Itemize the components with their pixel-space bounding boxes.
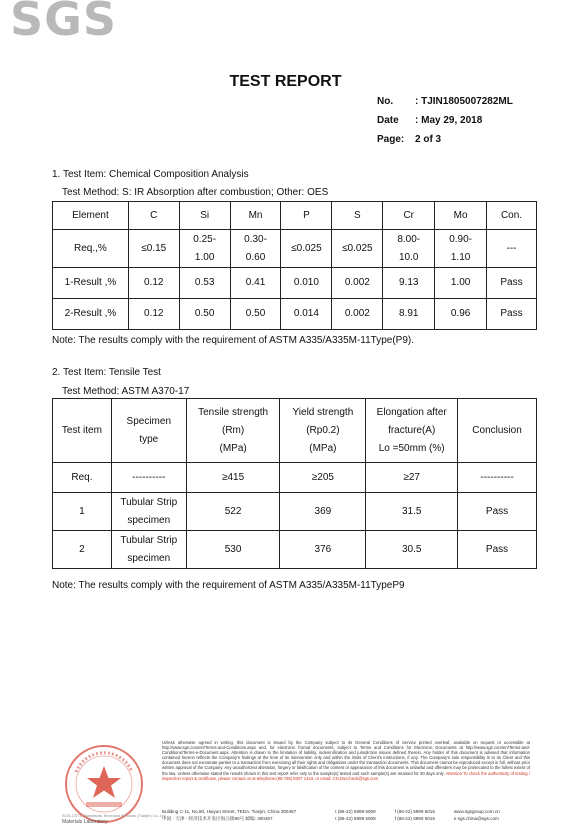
- report-meta: [377, 92, 513, 149]
- chem-cell-line: 0.96: [450, 308, 471, 319]
- tensile-cell-line: 369: [314, 505, 332, 517]
- report-no-value: TJIN1805007282ML: [421, 96, 513, 107]
- terms-text: Unless otherwise agreed in writing, this document is issued by the Company subject to its General Conditions of Service printed overleaf, available on request or accessible at http://www.sgs.com/en/Terms-and-Conditions.aspx and, for electronic format documents, subject to Terms and Conditions for Electronic Documents at http://www.sgs.com/en/Terms-and-Conditions/Terms-e-Document.aspx. Attention is drawn to the limitation of liability, indemnification and jurisdiction issues defined therein. Any holder of this document is advised that information contained hereon reflects the Company's findings at the time of its intervention only and within the limits of Client's instructions, if any. The Company's sole responsibility is to its Client and this document does not exonerate parties to a transaction from exercising all their rights and obligations under the transaction documents. This document cannot be reproduced except in full, without prior written approval of the Company. Any unauthorized alteration, forgery or falsification of the content or appearance of this document is unlawful and offenders may be prosecuted to the fullest extent of the law. Unless otherwise stated the results shown in this test report refer only to the sample(s) tested and such sample(s) are retained for 30 days only.: [162, 740, 530, 776]
- tensile-cell-line: Tubular Strip: [120, 534, 178, 546]
- chem-row-label: Req.,%: [53, 230, 129, 268]
- chem-cell-line: ≤0.025: [342, 242, 373, 254]
- tensile-cell: [280, 463, 366, 493]
- tensile-test-table: [52, 398, 537, 569]
- tensile-cell: [186, 463, 280, 493]
- colon: :: [415, 115, 422, 126]
- chem-cell: [435, 299, 487, 330]
- tensile-cell: [111, 493, 186, 531]
- tensile-header-line: type: [139, 433, 159, 445]
- chem-cell-line: 0.90-: [449, 233, 472, 245]
- lab-name: [62, 812, 167, 826]
- tensile-header-line: Test item: [61, 424, 102, 436]
- chem-cell: [230, 299, 281, 330]
- tensile-cell-line: ≥205: [311, 471, 334, 483]
- tensile-row: [53, 463, 537, 493]
- chem-row: [53, 230, 537, 268]
- tensile-cell-line: ----------: [480, 471, 514, 483]
- chem-cell-line: 0.002: [344, 308, 370, 319]
- chem-cell: [179, 299, 230, 330]
- chem-row-label: 1-Result ,%: [53, 268, 129, 299]
- chem-cell-line: 0.50: [245, 308, 266, 319]
- chem-cell-line: 0.002: [344, 277, 370, 288]
- chem-cell: [332, 299, 383, 330]
- chem-cell-line: Pass: [500, 308, 523, 319]
- email-link[interactable]: e sgs.china@sgs.com: [453, 816, 499, 821]
- colon: :: [415, 96, 422, 107]
- tensile-header-cell: [280, 399, 366, 463]
- chem-header-cell: Si: [179, 202, 230, 230]
- phone-english: t (86-22) 5999 5008: [335, 809, 376, 814]
- chem-cell: [383, 299, 435, 330]
- chem-cell: [128, 268, 179, 299]
- chem-cell-line: 0.010: [293, 277, 319, 288]
- section1-heading: 1. Test Item: Chemical Composition Analysis: [52, 169, 249, 180]
- tensile-header-line: Tensile strength: [198, 406, 269, 418]
- tensile-cell: [111, 531, 186, 569]
- tensile-header-row: [53, 399, 537, 463]
- tensile-cell: [366, 531, 458, 569]
- footer: [50, 732, 530, 830]
- chem-cell-line: 1.00: [450, 277, 471, 288]
- chem-cell: [383, 268, 435, 299]
- tensile-header-cell: [458, 399, 537, 463]
- chem-cell-line: 1.10: [450, 251, 471, 263]
- tensile-cell: [458, 493, 537, 531]
- section2-heading: 2. Test Item: Tensile Test: [52, 367, 161, 378]
- chem-header-cell: P: [281, 202, 332, 230]
- chem-cell: [487, 299, 537, 330]
- chem-cell: [435, 230, 487, 268]
- chem-cell: [128, 230, 179, 268]
- chemical-composition-table: [52, 201, 537, 330]
- tensile-cell: [53, 531, 112, 569]
- chem-cell-line: ---: [506, 242, 517, 254]
- chem-cell-line: 0.25-: [193, 233, 217, 245]
- tensile-cell-line: 530: [224, 543, 242, 555]
- tensile-cell-line: specimen: [127, 552, 171, 564]
- chem-cell: [179, 230, 230, 268]
- section1-note: Note: The results comply with the requirement of ASTM A335/A335M-11Type(P9).: [52, 335, 415, 346]
- chem-header-cell: Con.: [487, 202, 537, 230]
- fax-chinese: f (86-22) 5999 5016: [394, 816, 435, 821]
- tensile-header-line: (MPa): [219, 442, 247, 454]
- report-title: TEST REPORT: [229, 73, 342, 90]
- chem-cell-line: 0.12: [144, 277, 164, 288]
- chem-cell-line: 8.91: [398, 308, 419, 319]
- tensile-cell: [53, 463, 112, 493]
- section2-note: Note: The results comply with the requirement of ASTM A335/A335M-11TypeP9: [52, 580, 405, 591]
- chem-header-cell: C: [128, 202, 179, 230]
- tensile-cell: [186, 531, 280, 569]
- chem-header-cell: Mo: [435, 202, 487, 230]
- tensile-cell-line: 376: [314, 543, 332, 555]
- tensile-row: [53, 493, 537, 531]
- tensile-cell-line: specimen: [127, 514, 171, 526]
- chem-cell-line: 0.12: [144, 308, 164, 319]
- chem-cell: [383, 230, 435, 268]
- chem-header-cell: Element: [53, 202, 129, 230]
- tensile-header-line: Lo =50mm (%): [378, 442, 445, 454]
- address-chinese: 中国 · 天津 · 经济技术开发区海云街80号 邮编: 300457: [162, 816, 273, 821]
- chem-cell: [179, 268, 230, 299]
- tensile-cell-line: 31.5: [401, 505, 422, 517]
- report-date-value: May 29, 2018: [421, 115, 483, 126]
- sgs-logo-text: SGS: [10, 0, 118, 46]
- chem-cell: [281, 299, 332, 330]
- tensile-header-cell: [53, 399, 112, 463]
- website-link[interactable]: www.sgsgroup.com.cn: [453, 809, 500, 814]
- fax-english: f (86-22) 5999 5016: [394, 809, 435, 814]
- tensile-cell-line: ≥27: [403, 471, 420, 483]
- tensile-header-line: (Rp0.2): [306, 424, 340, 436]
- report-date-label: Date: [377, 115, 399, 126]
- chem-cell-line: 0.014: [293, 308, 319, 319]
- tensile-cell-line: 1: [79, 505, 85, 517]
- tensile-cell-line: Pass: [485, 543, 509, 555]
- report-no-label: No.: [377, 96, 394, 107]
- tensile-header-line: fracture(A): [388, 424, 436, 436]
- tensile-cell-line: ----------: [132, 471, 166, 483]
- tensile-cell: [458, 531, 537, 569]
- chem-cell-line: 9.13: [398, 277, 419, 288]
- chem-cell-line: 10.0: [398, 251, 419, 263]
- tensile-cell: [280, 531, 366, 569]
- tensile-header-cell: [186, 399, 280, 463]
- chem-cell: [487, 230, 537, 268]
- chem-cell: [332, 268, 383, 299]
- section1-method: Test Method: S: IR Absorption after combustion; Other: OES: [62, 187, 329, 198]
- chem-cell-line: 0.60: [245, 251, 266, 263]
- tensile-cell-line: Tubular Strip: [120, 496, 178, 508]
- chem-cell-line: 0.53: [194, 277, 215, 288]
- terms-fine-print: [162, 740, 530, 781]
- section2-method: Test Method: ASTM A370-17: [62, 386, 190, 397]
- chem-header-cell: S: [332, 202, 383, 230]
- tensile-cell-line: ≥415: [222, 471, 245, 483]
- chem-cell: [230, 230, 281, 268]
- tensile-header-cell: [366, 399, 458, 463]
- chem-header-cell: Cr: [383, 202, 435, 230]
- chem-cell-line: ≤0.15: [141, 242, 167, 254]
- report-page-value: 2 of 3: [415, 134, 442, 145]
- stamp-english: SGS-CSTC Standards Technical Services (Tianjin) Co.,Ltd.: [62, 813, 167, 818]
- tensile-cell: [111, 463, 186, 493]
- tensile-header-line: (Rm): [221, 424, 245, 436]
- tensile-cell: [366, 493, 458, 531]
- tensile-cell: [366, 463, 458, 493]
- chem-row: [53, 268, 537, 299]
- tensile-cell: [53, 493, 112, 531]
- chem-cell: [128, 299, 179, 330]
- tensile-header-line: Conclusion: [472, 424, 522, 436]
- tensile-cell: [458, 463, 537, 493]
- tensile-header-line: Specimen: [126, 415, 172, 427]
- chem-cell: [281, 268, 332, 299]
- chem-cell: [435, 268, 487, 299]
- tensile-cell: [186, 493, 280, 531]
- chem-cell-line: Pass: [500, 277, 523, 288]
- tensile-cell-line: 2: [79, 543, 85, 555]
- tensile-header-line: (MPa): [309, 442, 337, 454]
- sgs-logo: [8, 0, 128, 46]
- chem-row-label: 2-Result ,%: [53, 299, 129, 330]
- chem-header-row: [53, 202, 537, 230]
- chem-cell-line: ≤0.025: [291, 242, 322, 254]
- chem-cell-line: 1.00: [194, 251, 215, 263]
- chem-header-cell: Mn: [230, 202, 281, 230]
- report-page-label: Page:: [377, 134, 405, 145]
- address-block: [162, 808, 530, 822]
- authenticity-notice: Attention:To check the authenticity of testing / inspection report & certificate, please contact us at telephone:(86-755) 8307 1443, or email: CN.Doccheck@sgs.com: [162, 770, 530, 781]
- tensile-cell-line: 30.5: [401, 543, 422, 555]
- tensile-cell-line: Req.: [71, 471, 93, 483]
- chem-row: [53, 299, 537, 330]
- tensile-cell-line: 522: [224, 505, 242, 517]
- tensile-header-cell: [111, 399, 186, 463]
- address-english: Building C-11, No.80, Haiyun Street, TEDA, Tianjin, China 300457: [162, 809, 297, 814]
- chem-cell-line: 0.50: [194, 308, 215, 319]
- chem-cell-line: 0.41: [245, 277, 266, 288]
- chem-cell-line: 0.30-: [244, 233, 267, 245]
- tensile-header-line: Yield strength: [292, 406, 354, 418]
- tensile-row: [53, 531, 537, 569]
- chem-cell: [230, 268, 281, 299]
- phone-chinese: t (86-22) 5999 5008: [335, 816, 376, 821]
- chem-cell: [487, 268, 537, 299]
- tensile-header-line: Elongation after: [376, 406, 447, 418]
- tensile-cell-line: Pass: [485, 505, 509, 517]
- lab-name-text: Materials Laboratory: [62, 819, 108, 825]
- tensile-cell: [280, 493, 366, 531]
- chem-cell: [281, 230, 332, 268]
- chem-cell-line: 8.00-: [397, 233, 421, 245]
- chem-cell: [332, 230, 383, 268]
